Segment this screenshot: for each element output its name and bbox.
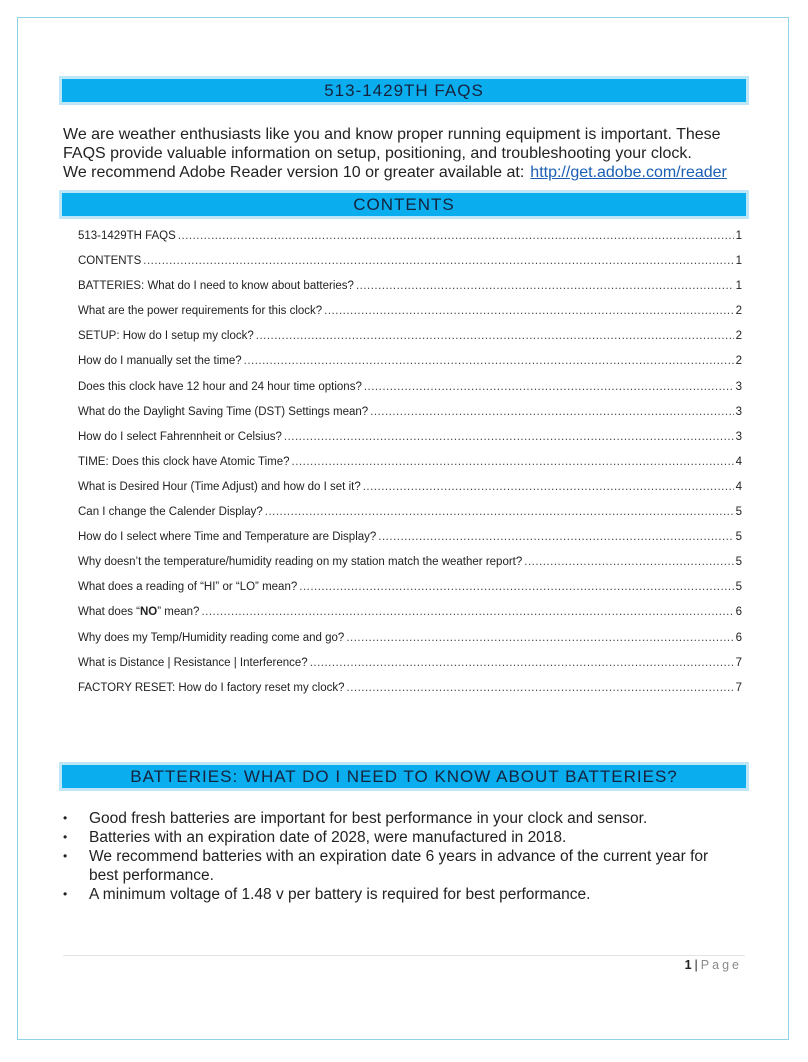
toc-entry[interactable] bbox=[78, 305, 742, 330]
toc-entry[interactable] bbox=[78, 506, 742, 531]
toc-entry[interactable] bbox=[78, 230, 742, 255]
table-of-contents bbox=[78, 230, 742, 707]
toc-entry-text: Why does my Temp/Humidity reading come and go? bbox=[78, 631, 345, 644]
toc-leader-dots bbox=[324, 305, 733, 317]
toc-entry[interactable] bbox=[78, 481, 742, 506]
toc-leader-dots bbox=[310, 657, 734, 669]
bullet-item bbox=[63, 809, 743, 828]
toc-entry-text bbox=[78, 606, 199, 618]
toc-entry-text: How do I select where Time and Temperature are Display? bbox=[78, 531, 377, 544]
toc-leader-dots bbox=[346, 632, 733, 644]
toc-entry-page: 6 bbox=[735, 606, 742, 619]
toc-entry[interactable] bbox=[78, 406, 742, 431]
bullet-item bbox=[63, 847, 743, 885]
intro-line-2: FAQS provide valuable information on setup, positioning, and troubleshooting your clock. bbox=[63, 145, 692, 162]
toc-leader-dots bbox=[378, 531, 733, 543]
bullet-text-continued: best performance. bbox=[89, 867, 214, 884]
toc-entry-text: How do I select Fahrennheit or Celsius? bbox=[78, 430, 282, 443]
toc-entry-text: 513-1429TH FAQS bbox=[78, 230, 176, 242]
toc-leader-dots bbox=[299, 581, 733, 593]
intro-line-3-text: We recommend Adobe Reader version 10 or greater available at: bbox=[63, 164, 525, 181]
toc-entry-text: CONTENTS bbox=[78, 255, 142, 268]
toc-entry-text: What does a reading of “HI” or “LO” mean? bbox=[78, 581, 298, 594]
title-heading bbox=[59, 76, 749, 105]
batteries-heading-text: BATTERIES: WHAT DO I NEED TO KNOW ABOUT BATTERIES? bbox=[130, 767, 678, 786]
toc-leader-dots bbox=[201, 606, 733, 618]
bullet-text: We recommend batteries with an expiration date 6 years in advance of the current year for bbox=[89, 848, 709, 865]
toc-entry[interactable] bbox=[78, 330, 742, 355]
toc-entry-text: Does this clock have 12 hour and 24 hour time options? bbox=[78, 380, 362, 393]
toc-entry-text: What do the Daylight Saving Time (DST) Settings mean? bbox=[78, 405, 369, 418]
toc-entry[interactable] bbox=[78, 280, 742, 305]
toc-entry[interactable] bbox=[78, 606, 742, 631]
page-footer bbox=[685, 958, 742, 972]
toc-entry[interactable] bbox=[78, 255, 742, 280]
toc-entry[interactable] bbox=[78, 355, 742, 380]
toc-entry-page: 5 bbox=[735, 531, 742, 544]
toc-entry-page: 5 bbox=[735, 506, 742, 519]
toc-entry-page: 2 bbox=[735, 305, 742, 318]
toc-entry-page: 1 bbox=[735, 280, 742, 293]
toc-entry-page: 3 bbox=[735, 430, 742, 443]
bullet-text: Batteries with an expiration date of 2028, were manufactured in 2018. bbox=[89, 829, 567, 846]
toc-leader-dots bbox=[244, 355, 734, 367]
bullet-item bbox=[63, 828, 743, 847]
toc-entry-page: 1 bbox=[735, 255, 742, 268]
footer-page-label: Page bbox=[700, 958, 742, 972]
contents-heading-text: CONTENTS bbox=[353, 195, 455, 214]
toc-entry-text: Can I change the Calender Display? bbox=[78, 506, 263, 519]
bullet-item bbox=[63, 885, 743, 904]
toc-entry[interactable] bbox=[78, 381, 742, 406]
intro-paragraph bbox=[63, 125, 753, 182]
toc-leader-dots bbox=[370, 406, 733, 418]
bullet-text: A minimum voltage of 1.48 v per battery is required for best performance. bbox=[89, 886, 591, 903]
toc-entry-text: FACTORY RESET: How do I factory reset my clock? bbox=[78, 681, 345, 694]
toc-entry-text: What are the power requirements for this clock? bbox=[78, 305, 323, 318]
toc-entry-text: BATTERIES: What do I need to know about batteries? bbox=[78, 280, 354, 293]
intro-line-1: We are weather enthusiasts like you and know proper running equipment is important. These bbox=[63, 126, 721, 143]
toc-leader-dots bbox=[364, 381, 734, 393]
batteries-bullet-list bbox=[63, 809, 743, 904]
adobe-reader-link[interactable]: http://get.adobe.com/reader bbox=[530, 164, 727, 181]
toc-entry-text-before: What does “ bbox=[78, 606, 140, 619]
toc-leader-dots bbox=[143, 255, 733, 267]
toc-entry-text: How do I manually set the time? bbox=[78, 355, 242, 368]
toc-leader-dots bbox=[347, 682, 734, 694]
toc-entry-page: 5 bbox=[735, 556, 742, 569]
footer-page-number: 1 bbox=[684, 958, 692, 972]
bullet-text: Good fresh batteries are important for best performance in your clock and sensor. bbox=[89, 810, 648, 827]
toc-entry-page: 7 bbox=[735, 681, 742, 694]
toc-entry-page: 2 bbox=[735, 355, 742, 368]
toc-entry-text: What is Distance | Resistance | Interference? bbox=[78, 656, 308, 669]
toc-leader-dots bbox=[356, 280, 734, 292]
toc-entry[interactable] bbox=[78, 531, 742, 556]
footer-divider bbox=[63, 955, 745, 956]
intro-line-3 bbox=[63, 163, 753, 182]
toc-entry-text: Why doesn’t the temperature/humidity reading on my station match the weather report? bbox=[78, 556, 523, 569]
toc-entry-text: SETUP: How do I setup my clock? bbox=[78, 330, 254, 343]
toc-entry-page: 4 bbox=[735, 455, 742, 468]
toc-entry-page: 2 bbox=[735, 330, 742, 343]
toc-entry[interactable] bbox=[78, 556, 742, 581]
toc-entry-text-bold: NO bbox=[140, 606, 158, 619]
toc-leader-dots bbox=[256, 330, 734, 342]
toc-entry-text-after: ” mean? bbox=[157, 606, 200, 619]
toc-entry-page: 3 bbox=[735, 405, 742, 418]
toc-entry[interactable] bbox=[78, 682, 742, 707]
toc-entry-page: 6 bbox=[735, 631, 742, 644]
batteries-heading bbox=[59, 762, 749, 791]
toc-entry[interactable] bbox=[78, 581, 742, 606]
toc-leader-dots bbox=[363, 481, 734, 493]
toc-entry-page: 1 bbox=[735, 230, 742, 242]
title-text: 513-1429TH FAQS bbox=[324, 81, 484, 100]
toc-entry[interactable] bbox=[78, 431, 742, 456]
toc-leader-dots bbox=[265, 506, 734, 518]
toc-entry-text: TIME: Does this clock have Atomic Time? bbox=[78, 455, 290, 468]
toc-entry[interactable] bbox=[78, 632, 742, 657]
toc-entry-page: 3 bbox=[735, 380, 742, 393]
footer-separator: | bbox=[694, 958, 698, 972]
contents-heading bbox=[59, 190, 749, 219]
toc-leader-dots bbox=[524, 556, 733, 568]
toc-entry[interactable] bbox=[78, 456, 742, 481]
toc-entry-text: What is Desired Hour (Time Adjust) and how do I set it? bbox=[78, 480, 361, 493]
toc-entry-page: 4 bbox=[735, 480, 742, 493]
toc-entry[interactable] bbox=[78, 657, 742, 682]
toc-leader-dots bbox=[284, 431, 734, 443]
toc-leader-dots bbox=[178, 230, 734, 242]
toc-leader-dots bbox=[292, 456, 734, 468]
toc-entry-page: 7 bbox=[735, 656, 742, 669]
toc-entry-page: 5 bbox=[735, 581, 742, 594]
